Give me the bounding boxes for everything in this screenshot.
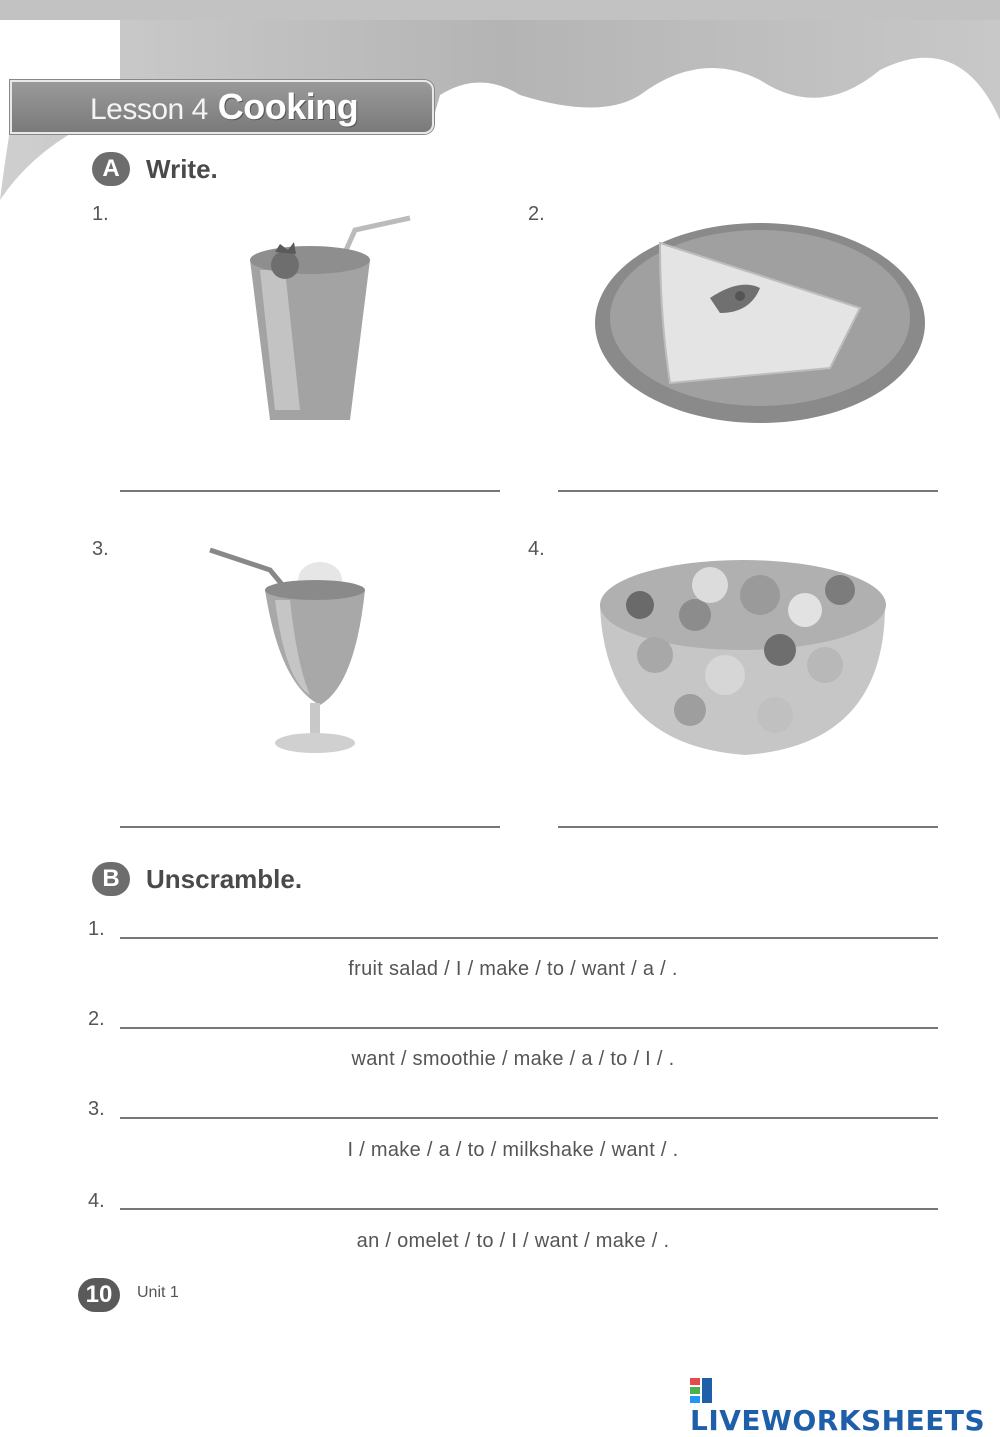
answer-line-a2[interactable]: [558, 490, 938, 492]
answer-line-a1[interactable]: [120, 490, 500, 492]
liveworksheets-logo: [690, 1378, 990, 1437]
item-b1-number: 1.: [88, 918, 105, 940]
lesson-topic: Cooking: [217, 86, 359, 127]
answer-line-a3[interactable]: [120, 826, 500, 828]
liveworksheets-icon: [690, 1378, 712, 1404]
prompt-b2: want / smoothie / make / a / to / I / .: [351, 1048, 675, 1070]
item-b2-number: 2.: [88, 1008, 105, 1030]
answer-line-a4[interactable]: [558, 826, 938, 828]
brand-text: LIVEWORKSHEETS: [690, 1404, 986, 1437]
milkshake-image: [205, 545, 395, 765]
smoothie-image: [230, 210, 420, 430]
section-b-badge: B: [92, 862, 130, 896]
section-a-badge: A: [92, 152, 130, 186]
prompt-b3: I / make / a / to / milkshake / want / .: [347, 1139, 679, 1161]
item-a4-number: 4.: [528, 538, 545, 560]
item-b4-number: 4.: [88, 1190, 105, 1212]
item-a1-number: 1.: [92, 203, 109, 225]
unit-label: Unit 1: [137, 1284, 179, 1301]
section-b-title: Unscramble.: [146, 864, 303, 894]
item-b3-number: 3.: [88, 1098, 105, 1120]
page-number-badge: 10: [78, 1278, 120, 1312]
answer-line-b2[interactable]: [120, 1027, 938, 1029]
prompt-b4: an / omelet / to / I / want / make / .: [356, 1230, 670, 1252]
lesson-heading: [90, 86, 358, 128]
answer-line-b4[interactable]: [120, 1208, 938, 1210]
item-a3-number: 3.: [92, 538, 109, 560]
lesson-label: Lesson 4: [90, 93, 208, 126]
section-a-title: Write.: [146, 154, 218, 184]
item-a2-number: 2.: [528, 203, 545, 225]
answer-line-b1[interactable]: [120, 937, 938, 939]
prompt-b1: fruit salad / I / make / to / want / a / .: [348, 958, 678, 980]
fruit-salad-image: [595, 545, 890, 760]
answer-line-b3[interactable]: [120, 1117, 938, 1119]
omelet-image: [590, 218, 930, 428]
